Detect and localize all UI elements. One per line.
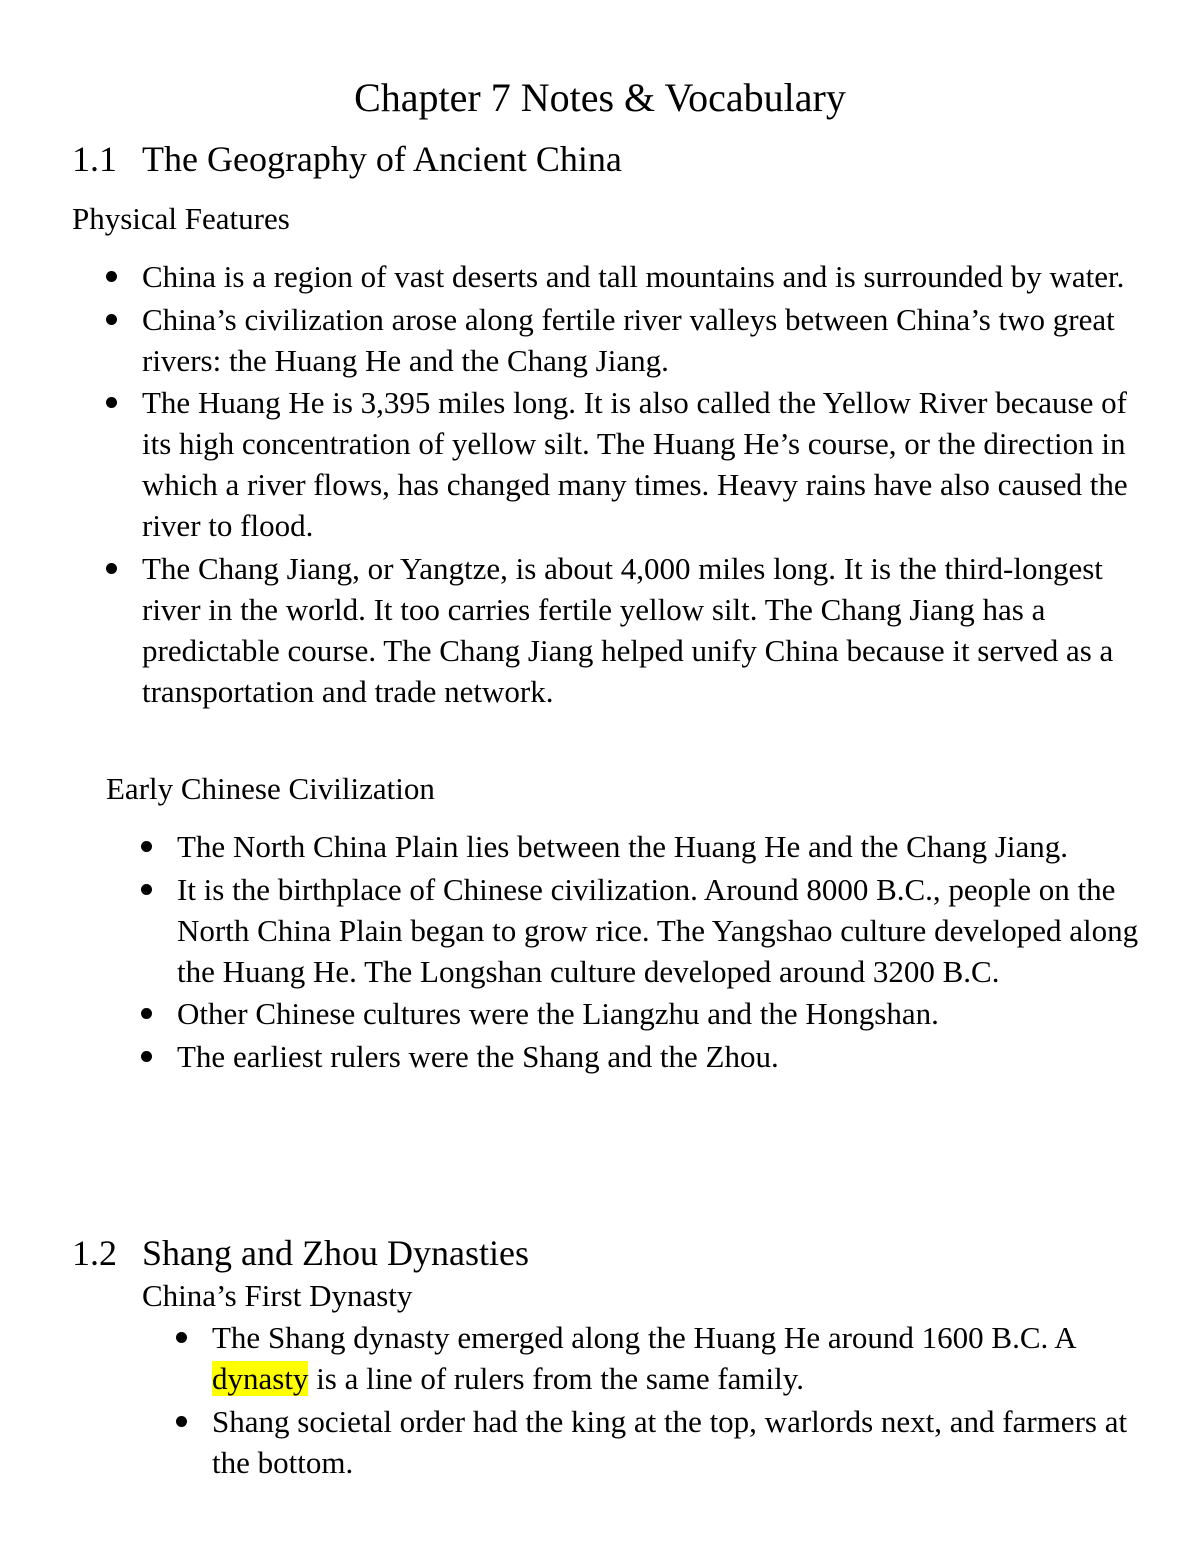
list-item: Other Chinese cultures were the Liangzhu and the Hongshan.: [141, 993, 1141, 1034]
bullet-icon: [141, 1051, 152, 1062]
list-item: It is the birthplace of Chinese civilization. Around 8000 B.C., people on the North China Plain began to grow rice. The Yangshao culture developed along the Huang He. The Longshan culture developed around 3200 B.C.: [141, 869, 1141, 992]
document-title: Chapter 7 Notes & Vocabulary: [354, 75, 846, 120]
list-item: China is a region of vast deserts and tall mountains and is surrounded by water.: [106, 256, 1146, 297]
first-dynasty-heading: China’s First Dynasty: [142, 1278, 413, 1313]
section-2-title: Shang and Zhou Dynasties: [142, 1233, 529, 1273]
bullet-icon: [141, 841, 152, 852]
bullet-icon: [141, 1008, 152, 1019]
bullet-icon: [106, 271, 117, 282]
bullet-icon: [176, 1332, 187, 1343]
physical-features-heading: Physical Features: [72, 201, 290, 236]
bullet-icon: [106, 563, 117, 574]
list-item: The Chang Jiang, or Yangtze, is about 4,000 miles long. It is the third-longest river in the world. It too carries fertile yellow silt. The Chang Jiang has a predictable course. The Chang Jiang helped unify China because it served as a transportation and trade network.: [106, 548, 1146, 712]
physical-features-list: [106, 256, 1146, 713]
section-1-number: 1.1: [72, 139, 117, 179]
list-item: The Shang dynasty emerged along the Huang He around 1600 B.C. A dynasty is a line of rulers from the same family.: [176, 1317, 1136, 1399]
early-civilization-list: [141, 826, 1141, 1078]
list-item: China’s civilization arose along fertile river valleys between China’s two great rivers: the Huang He and the Chang Jiang.: [106, 299, 1146, 381]
list-item: The earliest rulers were the Shang and the Zhou.: [141, 1036, 1141, 1077]
list-item: Shang societal order had the king at the top, warlords next, and farmers at the bottom.: [176, 1401, 1136, 1483]
bullet-icon: [106, 314, 117, 325]
first-dynasty-list: [176, 1317, 1136, 1484]
list-item: The Huang He is 3,395 miles long. It is also called the Yellow River because of its high concentration of yellow silt. The Huang He’s course, or the direction in which a river flows, has changed many times. Heavy rains have also caused the river to flood.: [106, 382, 1146, 546]
section-1-title: The Geography of Ancient China: [142, 139, 622, 179]
section-2-heading: [72, 1230, 529, 1276]
list-item: The North China Plain lies between the Huang He and the Chang Jiang.: [141, 826, 1141, 867]
section-1-heading: [72, 136, 622, 182]
bullet-icon: [106, 397, 117, 408]
bullet-icon: [176, 1416, 187, 1427]
early-civilization-heading: Early Chinese Civilization: [106, 771, 435, 806]
section-2-number: 1.2: [72, 1233, 117, 1273]
bullet-icon: [141, 884, 152, 895]
highlighted-term: dynasty: [212, 1361, 309, 1396]
